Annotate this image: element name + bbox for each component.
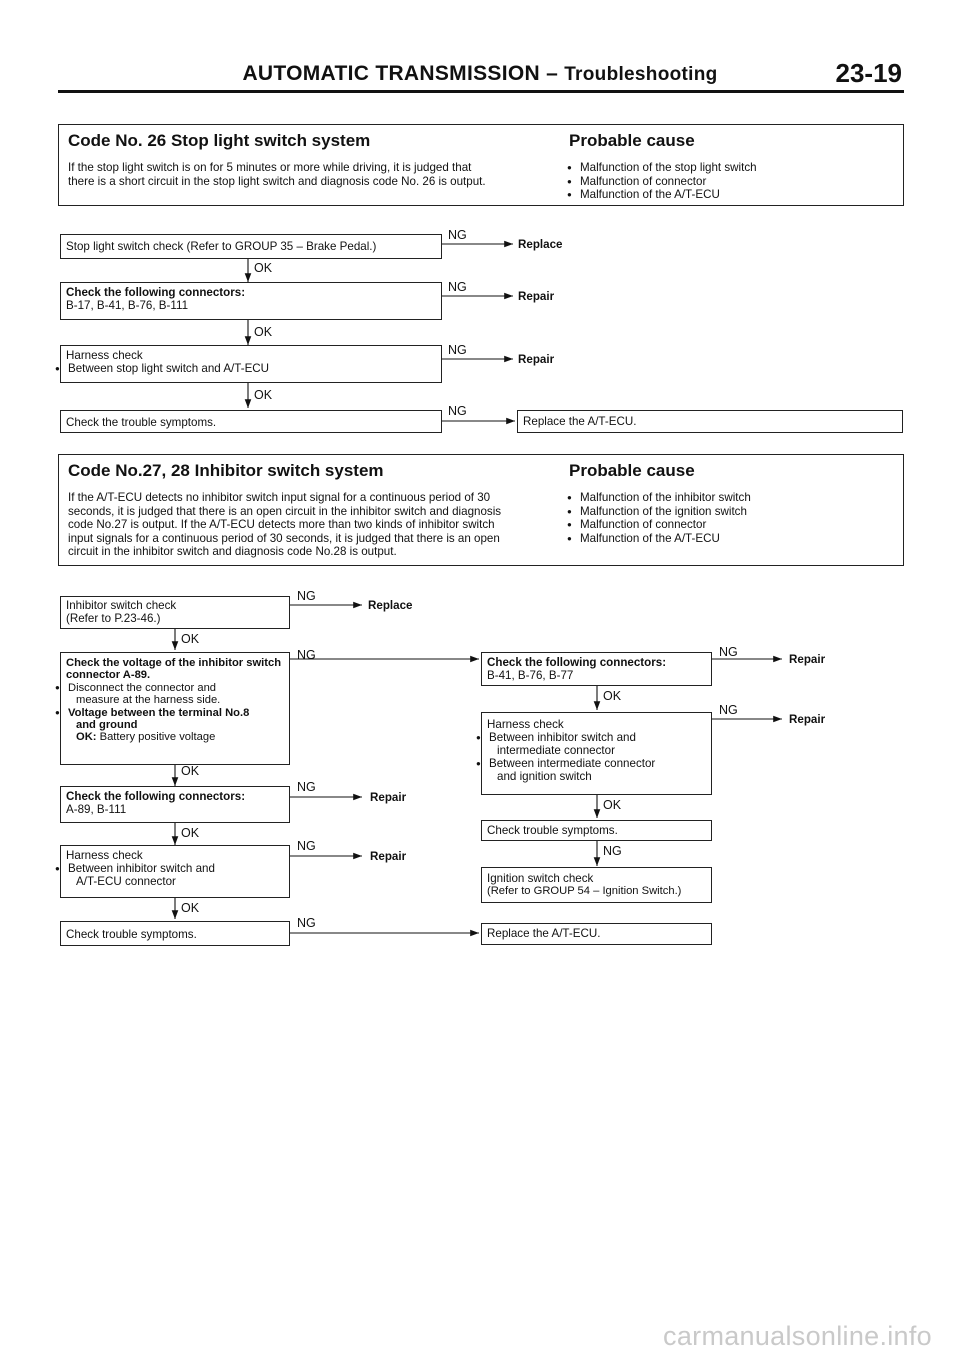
ng-label: NG: [297, 839, 316, 853]
flow2-harness-item: ● Between inhibitor switch and: [52, 862, 284, 875]
flow2-repair-action: Repair: [370, 791, 407, 804]
code27-28-desc-line: code No.27 is output. If the A/T-ECU detects more than two kinds of inhibitor switch: [68, 518, 495, 531]
flow2-voltage-step: ● Voltage between the terminal No.8: [52, 707, 284, 719]
flow2-voltage-step-cont: and ground: [76, 719, 138, 732]
ng-label: NG: [448, 280, 467, 294]
flow1-replace-ecu-text: Replace the A/T-ECU.: [523, 415, 637, 428]
flow1-harness-check: [60, 345, 442, 383]
ng-label: NG: [448, 228, 467, 242]
flow1-harness-check-title: Harness check: [66, 349, 143, 362]
flow1-repair-action-2: Repair: [518, 353, 555, 366]
flow2-connector-check: [60, 786, 290, 823]
flow2-inhibitor-check-title: Inhibitor switch check: [66, 599, 177, 612]
flow1-replace-ecu: [517, 410, 903, 433]
flow2-voltage-step: ● Disconnect the connector and: [52, 682, 284, 694]
flow2-right-harness-item-cont: and ignition switch: [497, 770, 592, 783]
code27-28-cause-item: ● Malfunction of the ignition switch: [564, 505, 751, 519]
flow2-right-check-symptoms: [481, 820, 712, 841]
code27-28-cause-item: ● Malfunction of the A/T-ECU: [564, 532, 751, 546]
code27-28-title: Code No.27, 28 Inhibitor switch system: [68, 461, 384, 480]
header-title: AUTOMATIC TRANSMISSION: [242, 62, 540, 85]
flow2-ignition-check: [481, 867, 712, 903]
code26-cause-item: ● Malfunction of the stop light switch: [564, 161, 757, 175]
code26-cause-item: ● Malfunction of connector: [564, 175, 757, 189]
ng-label: NG: [719, 703, 738, 717]
flow1-connector-check: [60, 282, 442, 320]
flow1-repair-action: Repair: [518, 290, 555, 303]
flow2-right-harness-item: ● Between intermediate connector: [473, 757, 706, 770]
ng-label: NG: [297, 648, 316, 662]
code26-cause-title: Probable cause: [569, 131, 695, 150]
ok-label: OK: [254, 388, 273, 402]
flow2-right-harness-item: ● Between inhibitor switch and: [473, 731, 706, 744]
flow2-right-harness-check: [481, 712, 712, 795]
flow2-inhibitor-check-ref: (Refer to P.23-46.): [66, 612, 161, 625]
ok-label: OK: [181, 764, 200, 778]
flow2-voltage-step-cont: measure at the harness side.: [76, 694, 221, 707]
code26-cause-item: ● Malfunction of the A/T-ECU: [564, 188, 757, 202]
code27-28-cause-title: Probable cause: [569, 461, 695, 480]
flow2-right-connector-check: [481, 652, 712, 686]
code26-desc-line: If the stop light switch is on for 5 minutes or more while driving, it is judged that: [68, 161, 472, 174]
ng-label: NG: [297, 916, 316, 930]
ok-label: OK: [603, 798, 622, 812]
flow2-connector-check-title: Check the following connectors:: [66, 790, 246, 803]
flow2-right-repair-action: Repair: [789, 653, 826, 666]
flow2-ignition-check-ref: (Refer to GROUP 54 – Ignition Switch.): [487, 885, 682, 897]
flow2-check-symptoms: [60, 921, 290, 946]
watermark: carmanualsonline.info: [663, 1321, 932, 1351]
flow2-voltage-check-title: Check the voltage of the inhibitor switch: [66, 657, 282, 669]
flow2-repair-action-2: Repair: [370, 850, 407, 863]
flow1-check-symptoms: [60, 410, 442, 433]
flow2-right-repair-action-2: Repair: [789, 713, 826, 726]
header-dash: –: [546, 62, 559, 85]
ng-label: NG: [448, 404, 467, 418]
ng-label: NG: [603, 844, 622, 858]
flow2-connector-list: A-89, B-111: [66, 803, 127, 816]
flow2-check-symptoms-text: Check trouble symptoms.: [66, 928, 197, 941]
flow2-ok-condition-label: OK:: [76, 731, 97, 744]
flow1-harness-item: ● Between stop light switch and A/T-ECU: [52, 362, 436, 375]
flow2-harness-check-title: Harness check: [66, 849, 143, 862]
flow2-right-connector-list: B-41, B-76, B-77: [487, 669, 574, 682]
ok-label: OK: [254, 261, 273, 275]
flow1-connector-check-title: Check the following connectors:: [66, 286, 246, 299]
flow2-voltage-check: [60, 652, 290, 765]
flow2-harness-check: [60, 845, 290, 898]
code27-28-desc-line: seconds, it is judged that there is an open circuit in the inhibitor switch and diagnosis: [68, 504, 502, 518]
flow2-replace-action: Replace: [368, 599, 413, 612]
code26-title: Code No. 26 Stop light switch system: [68, 131, 371, 150]
flow2-ok-condition: Battery positive voltage: [99, 731, 216, 744]
flow2-inhibitor-check: [60, 596, 290, 629]
ok-label: OK: [181, 901, 200, 915]
ng-label: NG: [448, 343, 467, 357]
ok-label: OK: [603, 689, 622, 703]
ng-label: NG: [297, 589, 316, 603]
code27-28-cause-item: ● Malfunction of the inhibitor switch: [564, 491, 751, 505]
ok-label: OK: [181, 632, 200, 646]
ok-label: OK: [254, 325, 273, 339]
flow2-right-harness-item-cont: intermediate connector: [497, 744, 615, 757]
code27-28-desc-line: input signals for a continuous period of 30 seconds, it is judged that there is an open: [68, 531, 500, 545]
flow2-ignition-check-title: Ignition switch check: [487, 872, 594, 885]
code26-desc-line: there is a short circuit in the stop light switch and diagnosis code No. 26 is output.: [68, 174, 486, 188]
flow1-stoplight-check: [60, 234, 442, 259]
flow2-right-harness-title: Harness check: [487, 718, 564, 731]
page-number: 23-19: [835, 58, 902, 88]
header-subtitle: Troubleshooting: [564, 64, 718, 85]
flow2-voltage-connector: connector A-89.: [66, 669, 151, 682]
flow1-stoplight-check-text: Stop light switch check (Refer to GROUP 35 – Brake Pedal.): [66, 240, 377, 253]
code27-28-desc-line: If the A/T-ECU detects no inhibitor switch input signal for a continuous period of 30: [68, 491, 491, 504]
flow2-replace-ecu-text: Replace the A/T-ECU.: [487, 927, 601, 940]
ok-label: OK: [181, 826, 200, 840]
flow2-right-check-symptoms-text: Check trouble symptoms.: [487, 824, 618, 837]
code27-28-desc-line: circuit in the inhibitor switch and diagnosis code No.28 is output.: [68, 545, 397, 558]
flow1-replace-action: Replace: [518, 238, 563, 251]
flow2-replace-ecu: [481, 923, 712, 945]
ng-label: NG: [297, 780, 316, 794]
flow2-harness-item-cont: A/T-ECU connector: [76, 875, 176, 888]
flow1-check-symptoms-text: Check the trouble symptoms.: [66, 416, 217, 429]
ng-label: NG: [719, 645, 738, 659]
flow2-right-connector-title: Check the following connectors:: [487, 656, 667, 669]
flow1-connector-list: B-17, B-41, B-76, B-111: [66, 299, 189, 312]
code27-28-cause-item: ● Malfunction of connector: [564, 518, 751, 532]
